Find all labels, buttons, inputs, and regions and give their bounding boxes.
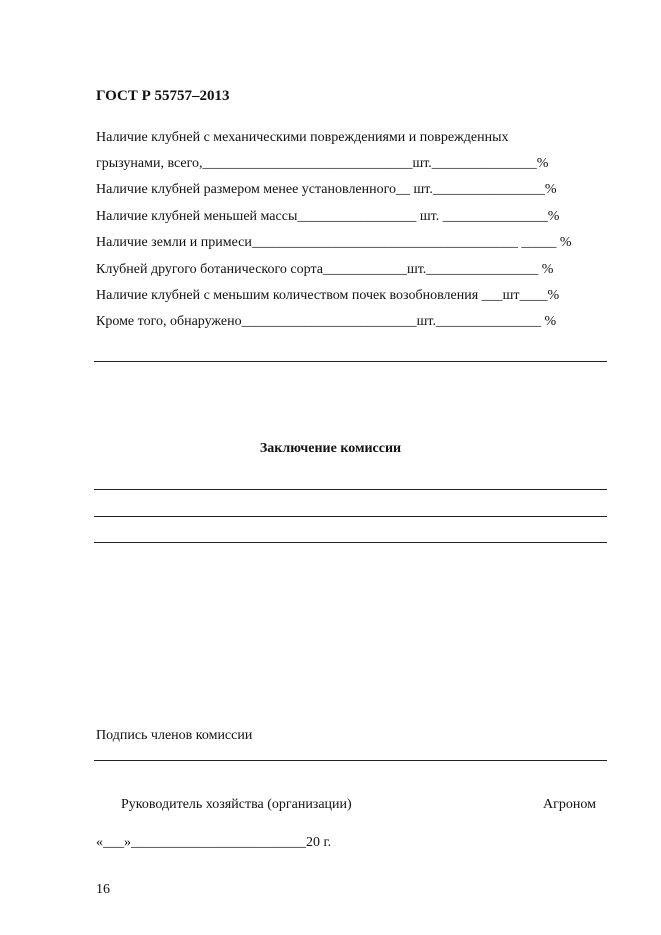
report-line-soil-impurities: Наличие земли и примеси______________________________________ _____ % [96,235,572,250]
conclusion-rule-3 [94,542,607,543]
date-line: «___»_________________________20 г. [96,835,332,850]
report-line-fewer-buds: Наличие клубней с меньшим количеством почек возобновления ___шт____% [96,288,560,303]
report-line-rodent-damage: грызунами, всего,______________________________шт._______________% [96,156,549,171]
report-line-undersized: Наличие клубней размером менее установленного__ шт.________________% [96,182,557,197]
conclusion-rule-2 [94,516,607,517]
conclusion-rule-1 [94,489,607,490]
conclusion-title: Заключение комиссии [259,441,402,456]
blank-rule [94,361,607,362]
report-line-mechanical-damage: Наличие клубней с механическими повреждениями и поврежденных [96,130,509,145]
report-line-additionally-found: Кроме того, обнаружено_________________________шт._______________ % [96,314,557,329]
report-line-lower-mass: Наличие клубней меньшей массы_________________ шт. _______________% [96,209,560,224]
head-signature-label: Руководитель хозяйства (организации) [121,797,352,812]
members-signature-rule [94,760,607,761]
members-signature-label: Подпись членов комиссии [96,728,253,743]
document-header: ГОСТ Р 55757–2013 [96,88,230,104]
agronomist-signature-label: Агроном [543,797,596,812]
report-line-other-variety: Клубней другого ботанического сорта____________шт.________________ % [96,262,554,277]
page-number: 16 [96,882,110,897]
